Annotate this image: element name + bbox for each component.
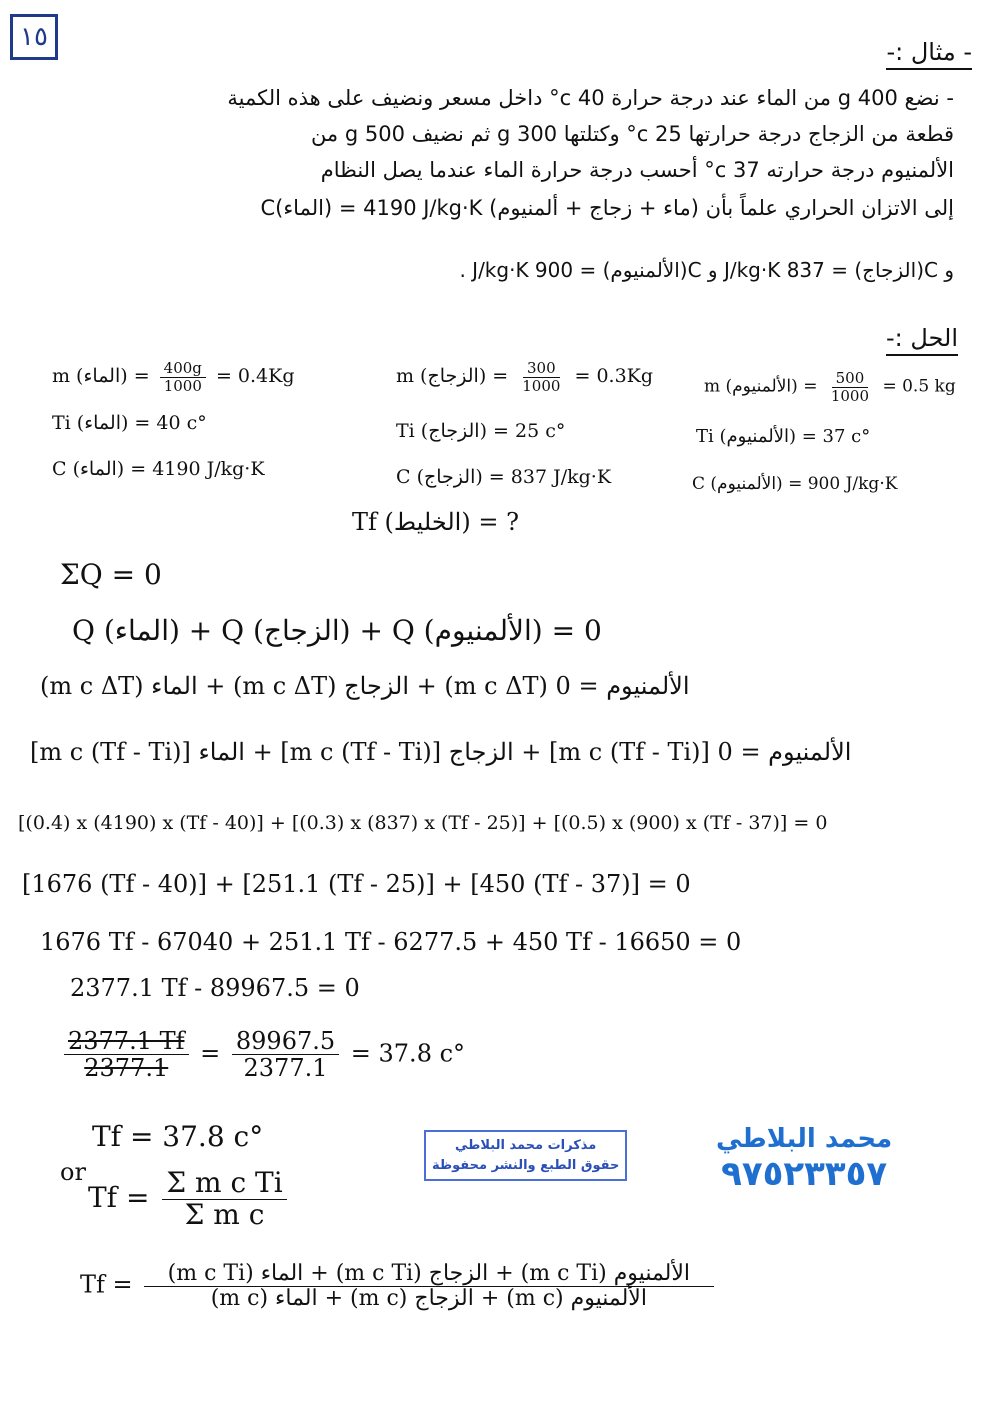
problem-line-1: - نضع 400 g من الماء عند درجة حرارة 40 c° داخل مسعر ونضيف على هذه الكمية [227, 86, 954, 110]
water-mass-den: 1000 [163, 376, 202, 395]
step-expanded: 1676 Tf - 67040 + 251.1 Tf - 6277.5 + 450 Tf - 16650 = 0 [40, 928, 742, 956]
step-multiplied: [1676 (Tf - 40)] + [251.1 (Tf - 25)] + [450 (Tf - 37)] = 0 [22, 870, 691, 898]
expanded-formula-lhs: Tf = [80, 1270, 133, 1299]
division-result: = 37.8 c° [350, 1039, 466, 1068]
aluminum-mass-den: 1000 [830, 386, 870, 405]
stamp-line-2: حقوق الطبع والنشر محفوظة [432, 1157, 620, 1173]
water-c: C (الماء) = 4190 J/kg·K [52, 458, 265, 480]
water-mass-label: m (الماء) = [52, 365, 150, 387]
aluminum-mass-num: 500 [832, 370, 869, 388]
glass-mass-den: 1000 [522, 376, 561, 395]
step-mc-delta-t: (m c ΔT) الماء + (m c ΔT) الزجاج + (m c ΔT) الألمنيوم = 0 [40, 672, 690, 700]
author-signature [716, 1124, 892, 1194]
water-mass [52, 360, 295, 394]
aluminum-ti: Ti (الألمنيوم) = 37 c° [696, 426, 871, 447]
expanded-formula-den: (m c) الماء + (m c) الزجاج + (m c) الألمنيوم [210, 1286, 647, 1312]
unknown-tf: Tf (الخليط) = ? [352, 508, 519, 536]
step-substitution: [(0.4) x (4190) x (Tf - 40)] + [(0.3) x (837) x (Tf - 25)] + [(0.5) x (900) x (Tf - 37)] = 0 [18, 812, 828, 834]
aluminum-mass [704, 370, 956, 404]
division-equals: = [200, 1039, 221, 1068]
expanded-formula-num: (m c Ti) الماء + (m c Ti) الزجاج + (m c Ti) الألمنيوم [144, 1262, 714, 1287]
aluminum-mass-label: m (الألمنيوم) = [704, 376, 818, 397]
glass-mass-num: 300 [523, 360, 560, 378]
division-rhs [232, 1028, 339, 1082]
final-answer: Tf = 37.8 c° [92, 1120, 264, 1153]
step-sum-q: ΣQ = 0 [60, 558, 162, 591]
division-rhs-num: 89967.5 [232, 1028, 339, 1055]
glass-mass-result: = 0.3Kg [574, 365, 654, 387]
water-mass-fraction [160, 360, 206, 394]
author-name: محمد البلاطي [716, 1124, 893, 1154]
division-rhs-den: 2377.1 [243, 1054, 328, 1083]
copyright-stamp [424, 1130, 627, 1181]
page-number-box [10, 14, 58, 60]
solution-heading: الحل :- [886, 324, 958, 356]
example-heading: - مثال :- [886, 38, 972, 70]
alt-or: or [60, 1158, 86, 1186]
division-step [60, 1028, 465, 1082]
page-number: ١٥ [20, 22, 48, 52]
water-mass-result: = 0.4Kg [215, 365, 295, 387]
aluminum-mass-fraction [827, 370, 873, 404]
division-lhs-num: 2377.1 Tf [64, 1028, 189, 1055]
problem-line-2: قطعة من الزجاج درجة حرارتها 25 c° وكتلتها 300 g ثم نضيف 500 g من [310, 122, 954, 146]
glass-ti: Ti (الزجاج) = 25 c° [396, 420, 566, 442]
division-lhs [64, 1028, 189, 1082]
expanded-formula-fraction [144, 1262, 714, 1311]
aluminum-c: C (الألمنيوم) = 900 J/kg·K [692, 474, 898, 494]
alt-formula [88, 1168, 291, 1231]
water-ti: Ti (الماء) = 40 c° [52, 412, 207, 434]
problem-line-3: الألمنيوم درجة حرارته 37 c° أحسب درجة حرارة الماء عندما يصل النظام [320, 158, 954, 182]
glass-mass-fraction [518, 360, 564, 394]
expanded-formula [80, 1262, 718, 1311]
problem-line-4: C(الماء) = 4190 J/kg·K (ماء + زجاج + ألمنيوم) إلى الاتزان الحراري علماً بأن [260, 196, 954, 220]
step-combined: 2377.1 Tf - 89967.5 = 0 [70, 974, 360, 1002]
alt-formula-num: Σ m c Ti [162, 1168, 286, 1200]
glass-mass-label: m (الزجاج) = [396, 365, 509, 387]
author-phone: ٩٧٥٢٣٣٥٧ [721, 1154, 888, 1194]
glass-c: C (الزجاج) = 837 J/kg·K [396, 466, 612, 488]
aluminum-mass-result: = 0.5 kg [882, 376, 956, 397]
problem-line-5: و C(الزجاج) = 837 J/kg·K و C(الألمنيوم) = 900 J/kg·K . [459, 258, 954, 282]
alt-formula-fraction [162, 1168, 286, 1231]
division-lhs-den: 2377.1 [84, 1054, 169, 1083]
glass-mass [396, 360, 653, 394]
water-mass-num: 400g [160, 360, 206, 378]
step-q-sum: Q (الماء) + Q (الزجاج) + Q (الألمنيوم) = 0 [72, 614, 602, 647]
stamp-line-1: مذكرات محمد البلاطي [455, 1138, 597, 1153]
step-mc-tf-ti: [m c (Tf - Ti)] الماء + [m c (Tf - Ti)] الزجاج + [m c (Tf - Ti)] الألمنيوم = 0 [30, 738, 852, 766]
alt-formula-den: Σ m c [184, 1197, 265, 1231]
alt-formula-lhs: Tf = [88, 1180, 150, 1214]
